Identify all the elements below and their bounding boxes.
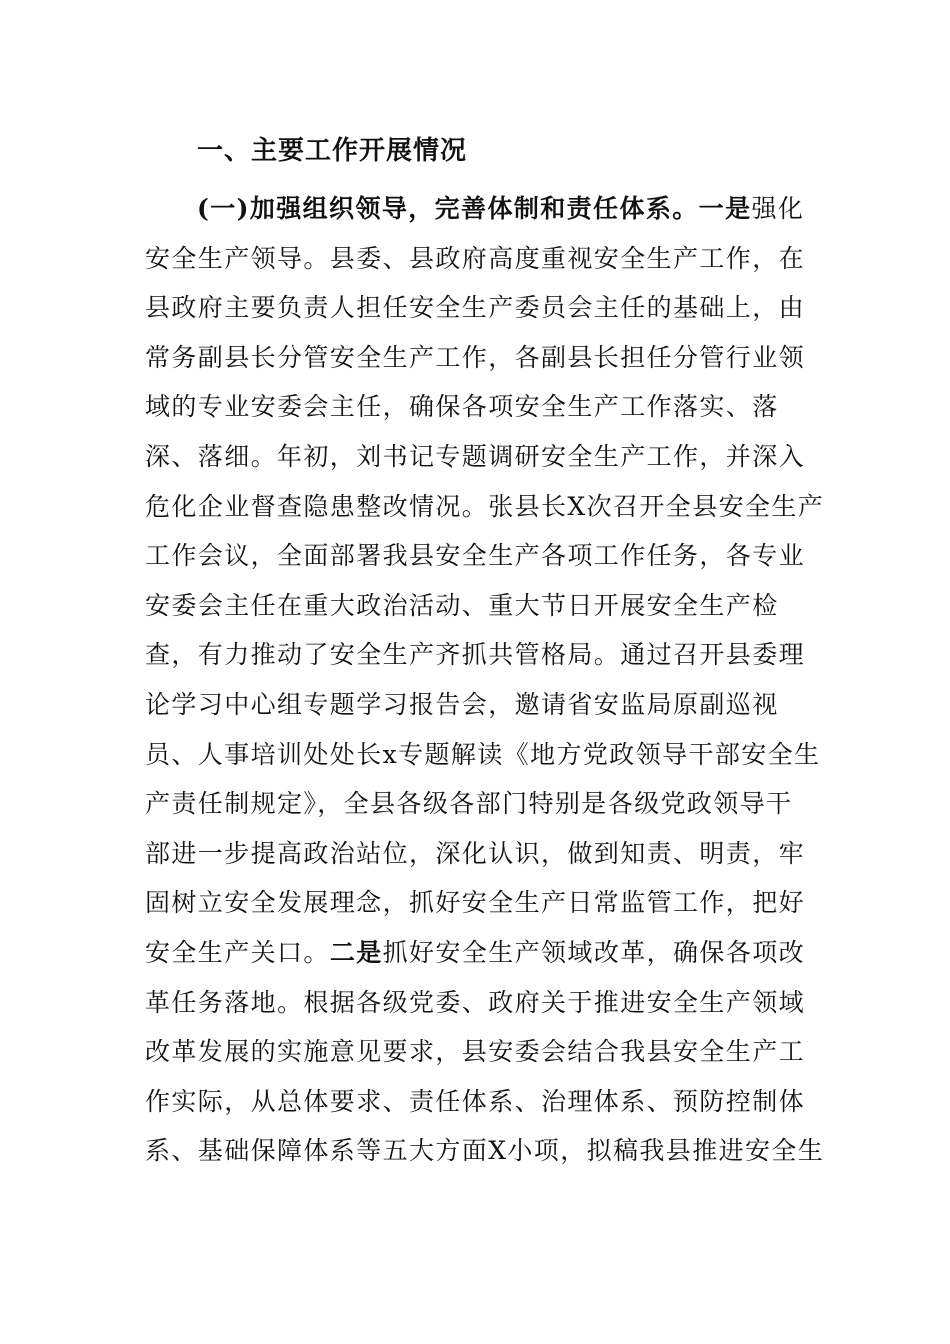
text-line xyxy=(145,1027,825,1077)
text-line xyxy=(145,730,825,780)
text-line xyxy=(145,779,825,829)
text-line xyxy=(145,1077,825,1127)
text-segment: 产责任制规定》，全县各级各部门特别是各级党政领导干 xyxy=(145,789,793,819)
text-segment: 抓好安全生产领域改革，确保各项改 xyxy=(382,937,806,967)
text-line xyxy=(145,928,825,978)
text-segment: 作实际，从总体要求、责任体系、治理体系、预防控制体 xyxy=(145,1086,806,1116)
text-segment: 固树立安全发展理念，抓好安全生产日常监管工作，把好 xyxy=(145,888,806,918)
text-line xyxy=(145,630,825,680)
text-segment: 安全生产关口。 xyxy=(145,937,330,967)
text-segment: 员、人事培训处处长x专题解读《地方党政领导干部安全生 xyxy=(145,739,821,769)
body-text xyxy=(145,184,825,1176)
bold-text-segment: 二是 xyxy=(329,937,383,967)
section-heading: 一、主要工作开展情况 xyxy=(197,136,468,166)
text-line xyxy=(145,531,825,581)
text-segment: 县政府主要负责人担任安全生产委员会主任的基础上，由 xyxy=(145,293,806,323)
text-segment: 强化 xyxy=(751,194,805,223)
text-line xyxy=(145,382,825,432)
text-segment: 部进一步提高政治站位，深化认识，做到知责、明责，牢 xyxy=(145,838,806,868)
text-line xyxy=(145,680,825,730)
text-segment: 安委会主任在重大政治活动、重大节日开展安全生产检 xyxy=(145,590,779,620)
text-segment: 域的专业安委会主任，确保各项安全生产工作落实、落 xyxy=(145,392,779,422)
text-line xyxy=(145,234,825,284)
text-line xyxy=(145,482,825,532)
bold-text-segment: 一是 xyxy=(698,194,752,223)
text-line xyxy=(145,978,825,1028)
text-line xyxy=(145,333,825,383)
text-line xyxy=(145,283,825,333)
text-segment: 系、基础保障体系等五大方面X小项，拟稿我县推进安全生 xyxy=(145,1136,825,1166)
text-segment: 改革发展的实施意见要求，县安委会结合我县安全生产工 xyxy=(145,1037,806,1067)
text-segment: 安全生产领导。县委、县政府高度重视安全生产工作，在 xyxy=(145,243,806,273)
bold-text-segment: (一)加强组织领导，完善体制和责任体系。 xyxy=(197,194,699,223)
text-line xyxy=(145,829,825,879)
text-segment: 常务副县长分管安全生产工作，各副县长担任分管行业领 xyxy=(145,342,806,372)
text-segment: 革任务落地。根据各级党委、政府关于推进安全生产领域 xyxy=(145,987,806,1017)
text-segment: 查，有力推动了安全生产齐抓共管格局。通过召开县委理 xyxy=(145,640,806,670)
text-line xyxy=(145,1126,825,1176)
text-segment: 论学习中心组专题学习报告会，邀请省安监局原副巡视 xyxy=(145,689,779,719)
text-segment: 深、落细。年初，刘书记专题调研安全生产工作，并深入 xyxy=(145,441,806,471)
text-line xyxy=(145,878,825,928)
text-segment: 危化企业督查隐患整改情况。张县长X次召开全县安全生产 xyxy=(145,491,825,521)
text-line xyxy=(145,432,825,482)
text-line xyxy=(145,184,825,234)
text-segment: 工作会议，全面部署我县安全生产各项工作任务，各专业 xyxy=(145,541,806,571)
text-line xyxy=(145,581,825,631)
